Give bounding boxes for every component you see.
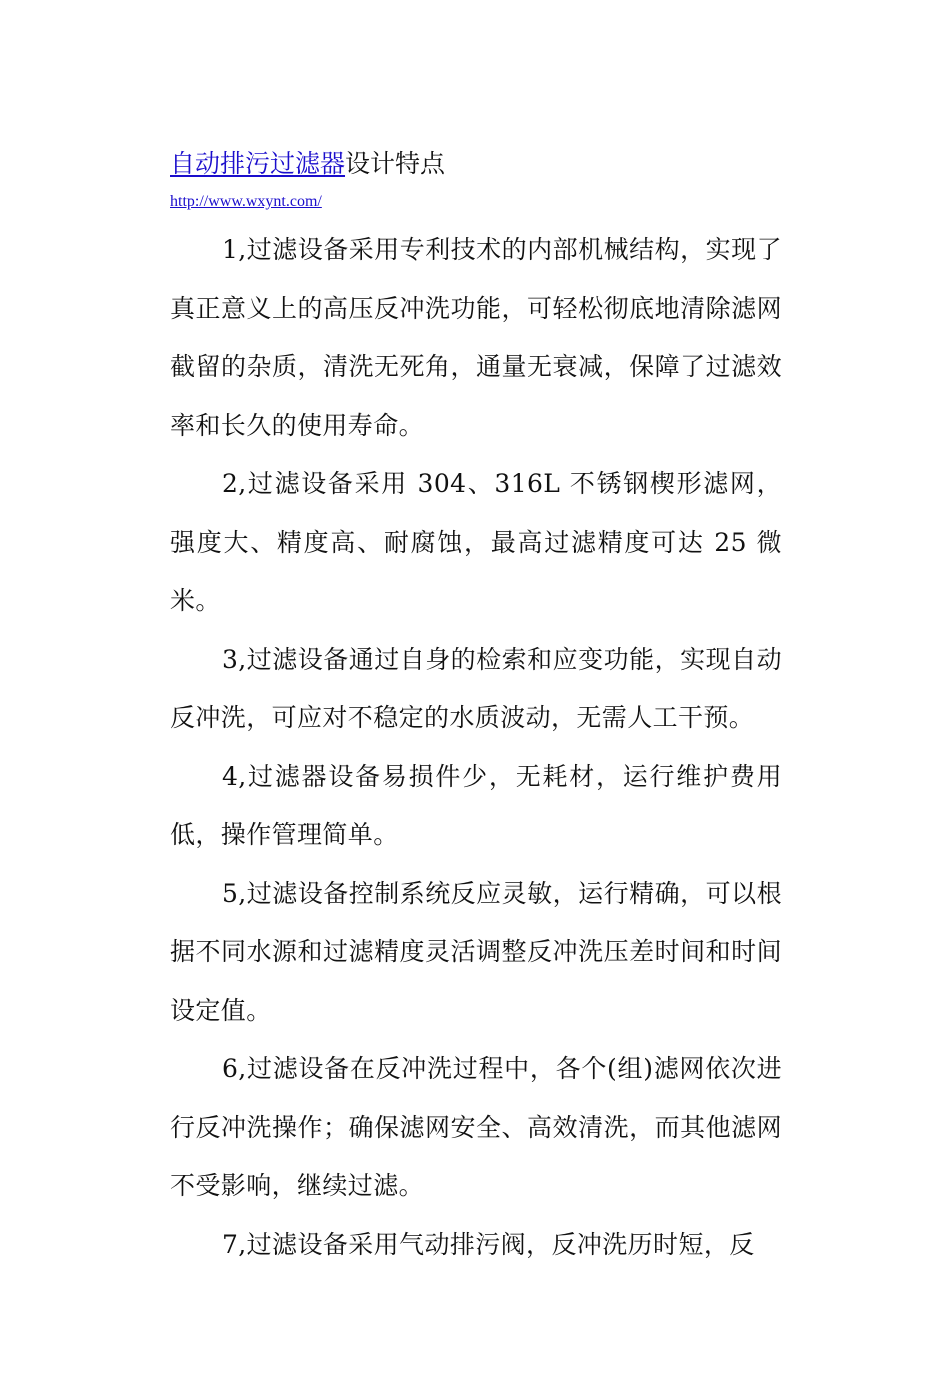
title-text: 设计特点 (345, 149, 446, 178)
paragraph-2: 2,过滤设备采用 304、316L 不锈钢楔形滤网，强度大、精度高、耐腐蚀，最高过滤精度可达 25 微米。 (170, 469, 782, 615)
document-title (170, 140, 782, 188)
document-page (170, 140, 782, 1274)
paragraph-7: 7,过滤设备采用气动排污阀，反冲洗历时短，反 (222, 1229, 755, 1259)
paragraph-list (170, 221, 782, 1274)
paragraph-5: 5,过滤设备控制系统反应灵敏，运行精确，可以根据不同水源和过滤精度灵活调整反冲洗压差时间和时间设定值。 (170, 878, 782, 1025)
paragraph-1: 1,过滤设备采用专利技术的内部机械结构，实现了真正意义上的高压反冲洗功能，可轻松彻底地清除滤网截留的杂质，清洗无死角，通量无衰减，保障了过滤效率和长久的使用寿命。 (170, 235, 782, 440)
paragraph-6: 6,过滤设备在反冲洗过程中，各个(组)滤网依次进行反冲洗操作；确保滤网安全、高效清洗，而其他滤网不受影响，继续过滤。 (170, 1054, 782, 1200)
paragraph-4: 4,过滤器设备易损件少，无耗材，运行维护费用低，操作管理简单。 (170, 761, 782, 849)
title-link[interactable]: 自动排污过滤器 (170, 149, 346, 178)
source-url-link[interactable]: http://www.wxynt.com/ (170, 193, 322, 210)
paragraph-3: 3,过滤设备通过自身的检索和应变功能，实现自动反冲洗，可应对不稳定的水质波动，无需人工干预。 (170, 644, 782, 732)
